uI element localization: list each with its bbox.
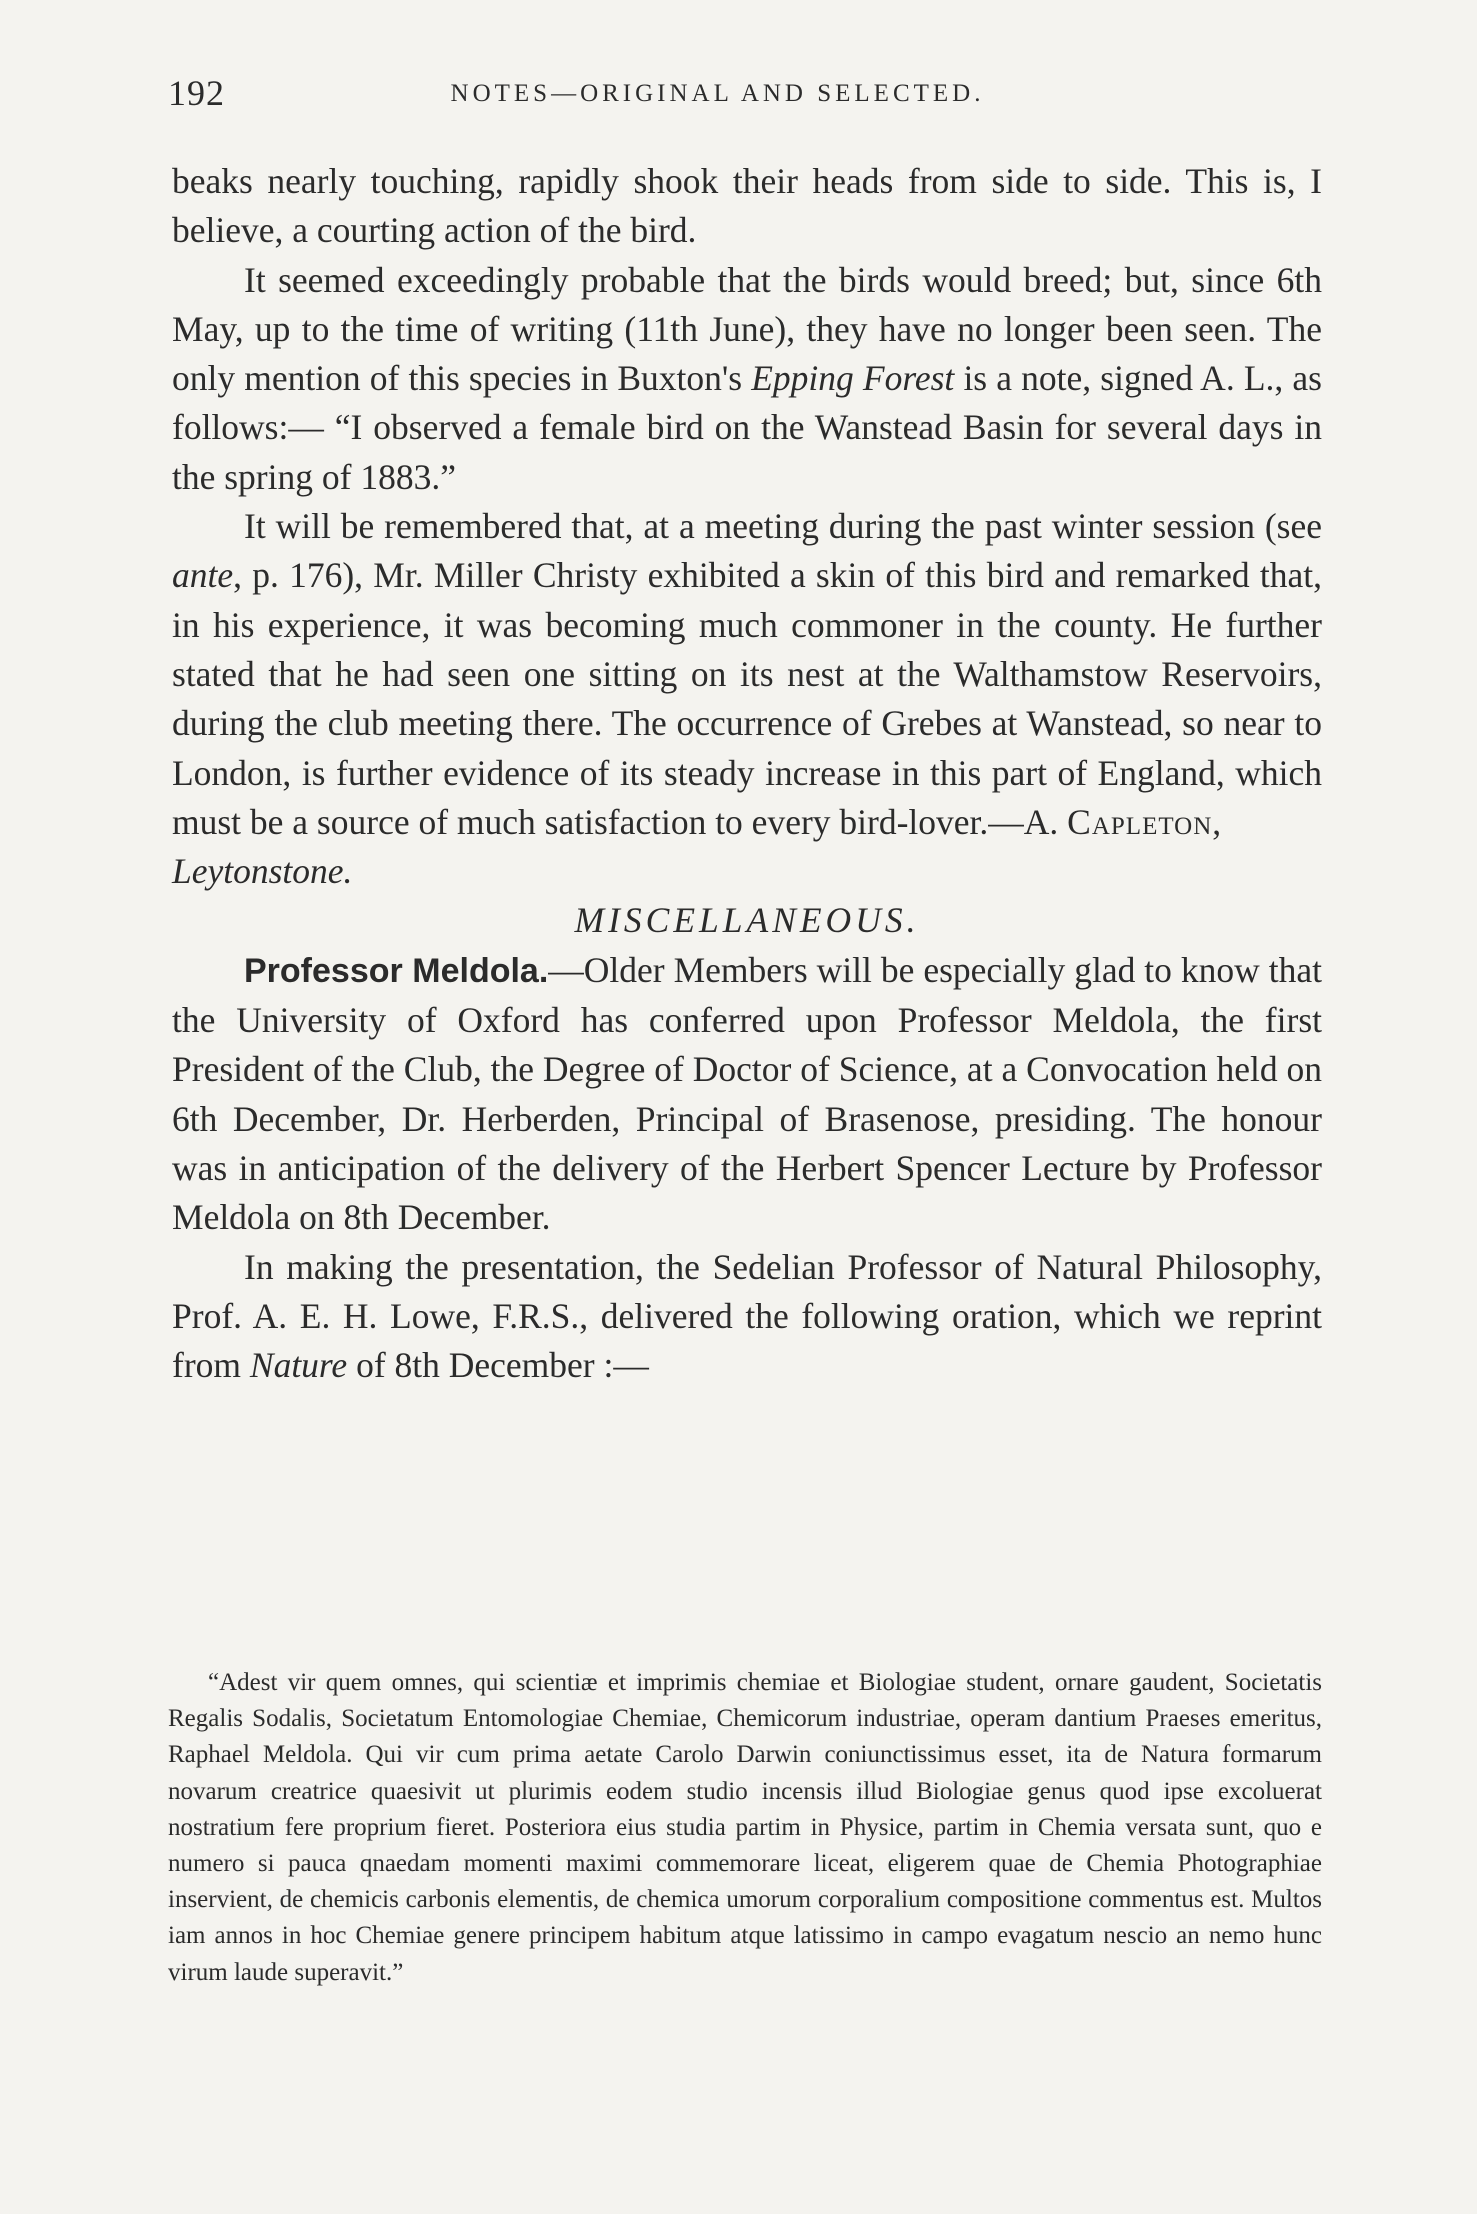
paragraph-text: In making the presentation, the Sedelian Professor of Natural Philosophy, Prof. A. E. H. Lowe, F.R.S., delivered the following oration, which we reprint from [172, 1246, 1322, 1386]
paragraph-meldola [172, 946, 1322, 1243]
author-signature: Capleton, [1067, 801, 1223, 842]
latin-quotation: “Adest vir quem omnes, qui scientiæ et imprimis chemiae et Biologiae student, ornare gaudent, Societatis Regalis Sodalis, Societatum Entomologiae Chemiae, Chemicorum industriae, operam dantium Praeses emeritus, Raphael Meldola. Qui vir cum prima aetate Carolo Darwin coniunctissimus esset, ita de Natura formarum novarum creatrice quaesivit ut plurimis eodem studio incensis illud Biologiae genus quod ipse excoluerat nostratium fere proprium fieret. Posteriora eius studia partim in Physice, partim in Chemia versata sunt, quo e numero si pauca qnaedam momenti maximi commemorare liceat, eligerem quae de Chemia Photographiae inservient, de chemicis carbonis elementis, de chemica umorum corporalium compositione commentus est. Multos iam annos in hoc Chemiae genere principem habitum atque latissimo in campo evagatum nescio an nemo hunc virum laude superavit.” [168, 1669, 1322, 1986]
paragraph-text: , p. 176), Mr. Miller Christy exhibited a skin of this bird and remarked that, in his experience, it was becoming much commoner in the county. He further stated that he had seen one sitting on its nest at the Walthamstow Reservoirs, during the club meeting there. The occurrence of Grebes at Wanstead, so near to London, is further evidence of its steady increase in this part of England, which must be a source of much satisfaction to every bird-lover.—A. [172, 555, 1322, 842]
source-title: Nature [249, 1345, 348, 1386]
paragraph-text: of 8th December :— [347, 1345, 649, 1386]
paragraph-text: It seemed exceedingly probable that the birds would breed; but, since 6th May, up to the time of writing (11th June), they have no longer been seen. The only mention of this species in Buxton's [172, 259, 1322, 399]
page-number: 192 [168, 73, 225, 113]
page-header [168, 72, 1327, 122]
main-text [172, 157, 1322, 1390]
paragraph-breeding [172, 256, 1322, 502]
section-heading: MISCELLANEOUS. [574, 900, 920, 941]
item-title: Professor Meldola. [244, 951, 549, 990]
paragraph-presentation [172, 1243, 1322, 1391]
paragraph-christy [172, 502, 1322, 896]
paragraph-text: beaks nearly touching, rapidly shook their heads from side to side. This is, I believe, a courting action of the bird. [172, 161, 1322, 251]
running-head: NOTES—ORIGINAL AND SELECTED. [450, 80, 985, 107]
paragraph-text: It will be remembered that, at a meeting during the past winter session (see [244, 506, 1322, 547]
paragraph-courting [172, 157, 1322, 256]
paragraph-text: —Older Members will be especially glad to know that the University of Oxford has conferred upon Professor Meldola, the first President of the Club, the Degree of Doctor of Science, at a Convocation held on 6th December, Dr. Herberden, Principal of Brasenose, presiding. The honour was in anticipation of the delivery of the Herbert Spencer Lecture by Professor Meldola on 8th December. [172, 949, 1322, 1238]
ante-reference: ante [172, 555, 234, 596]
book-title: Epping Forest [751, 358, 955, 399]
latin-oration [168, 1665, 1322, 1991]
author-location: Leytonstone. [172, 851, 353, 892]
paragraph-text: is a note, signed A. L., as follows:— “I observed a female bird on the Wanstead Basin for several days in the spring of 1883.” [172, 358, 1322, 497]
